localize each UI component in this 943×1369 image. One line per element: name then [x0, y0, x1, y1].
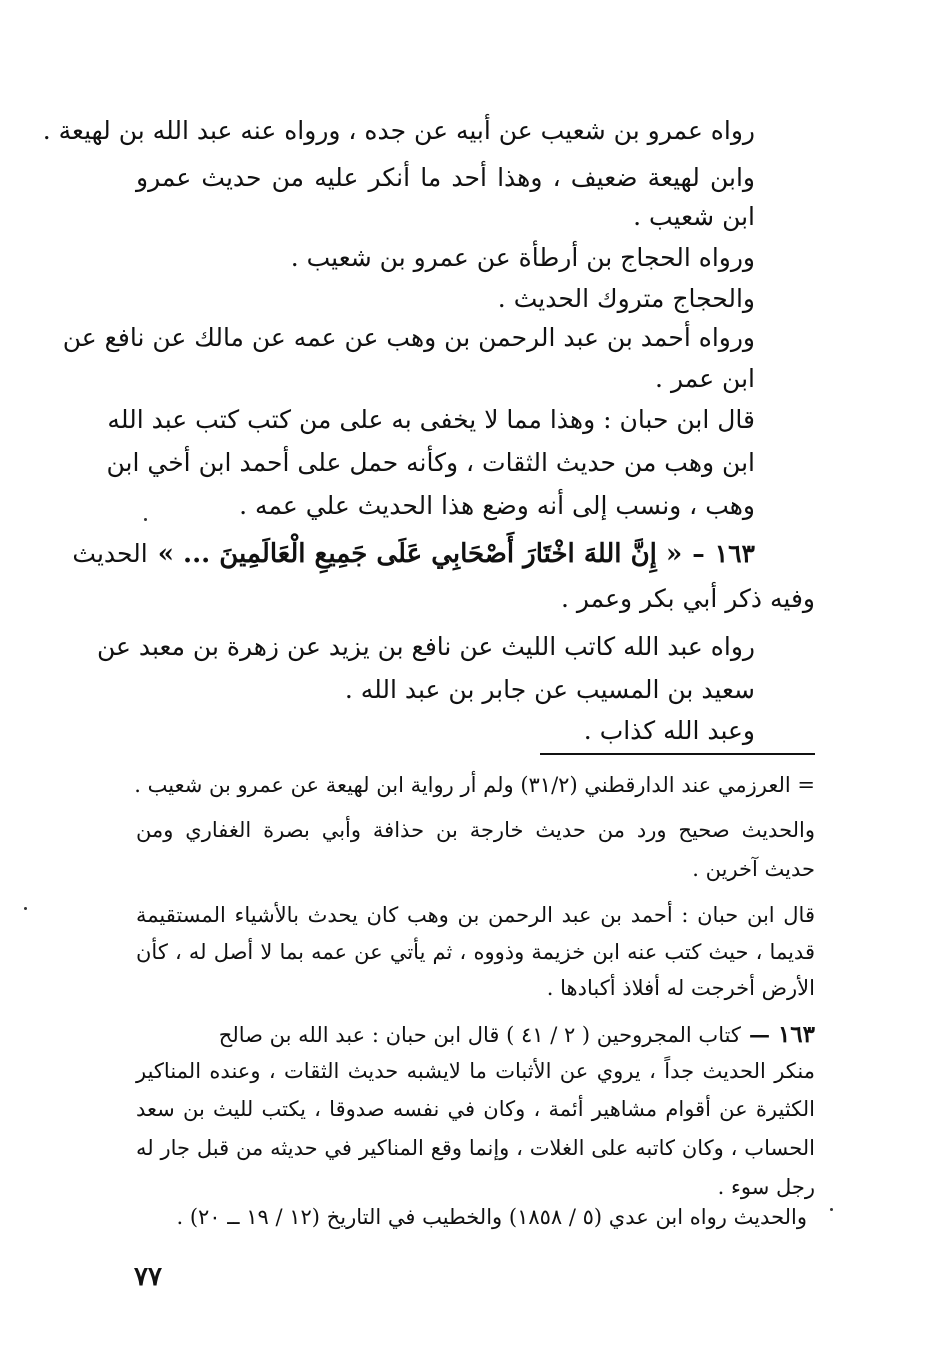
- page-number: ٧٧: [134, 1262, 162, 1292]
- hadith-text: « إِنَّ اللهَ اخْتَارَ أَصْحَابِي عَلَى جَمِيعِ الْعَالَمِينَ ... »: [157, 539, 683, 569]
- scan-speck: [144, 518, 147, 521]
- body-line-6: ورواه أحمد بن عبد الرحمن بن وهب عن عمه عن مالك عن نافع عن: [62, 323, 755, 352]
- entry-number: ١٦٣: [714, 539, 755, 568]
- note-163-line-3: الكثيرة عن أقوام مشاهير أئمة ، وكان في نفسه صدوقا ، يكتب لليث بن سعد: [136, 1097, 815, 1121]
- note-dash: —: [748, 1022, 770, 1047]
- footnote-line-3: حديث آخرين .: [692, 857, 815, 881]
- body-line-9: ابن وهب من حديث الثقات ، وكأنه حمل على أحمد ابن أخي ابن: [106, 448, 755, 477]
- body-line-10: وهب ، ونسب إلى أنه وضع هذا الحديث علي عمه .: [239, 491, 755, 520]
- footnote-line-5: قديما ، حيث كتب عنه ابن خزيمة وذووه ، ثم يأتي عن عمه بما لا أصل له ، كأن: [136, 940, 815, 964]
- body-line-4: ورواه الحجاج بن أرطأة عن عمرو بن شعيب .: [290, 243, 755, 272]
- entry-163-heading: [72, 537, 755, 571]
- entry-dash: –: [692, 539, 705, 568]
- note-first-line-text: كتاب المجروحين ( ٢ / ٤١ ) قال ابن حبان : عبد الله بن صالح: [218, 1023, 741, 1047]
- scan-speck: [830, 1208, 833, 1211]
- footnote-line-4: قال ابن حبان : أحمد بن عبد الرحمن بن وهب كان يحدث بالأشياء المستقيمة: [136, 903, 815, 927]
- note-163-first-line: [136, 1020, 815, 1050]
- footnote-line-6: الأرض أخرجت له أفلاذ أكبادها .: [546, 976, 815, 1000]
- body-line-1: رواه عمرو بن شعيب عن أبيه عن جده ، ورواه عنه عبد الله بن لهيعة .: [42, 116, 755, 145]
- note-163-line-4: الحساب ، وكان كاتبه على الغلات ، وإنما وقع المناكير في حديثه من قبل جار له: [136, 1136, 815, 1160]
- body-after-line-1: رواه عبد الله كاتب الليث عن نافع بن يزيد عن زهرة بن معبد عن: [96, 632, 755, 661]
- body-after-line-2: سعيد بن المسيب عن جابر بن عبد الله .: [344, 675, 755, 704]
- footnote-separator: [540, 753, 815, 755]
- note-163-line-2: منكر الحديث جداً ، يروي عن الأثبات ما لايشبه حديث الثقات ، وعنده المناكير: [136, 1059, 815, 1083]
- hadith-tail: الحديث: [72, 539, 148, 568]
- note-163-line-6: والحديث رواه ابن عدي (٥ / ١٨٥٨) والخطيب في التاريخ (١٢ / ١٩ ــ ٢٠) .: [176, 1205, 807, 1229]
- body-line-2: وابن لهيعة ضعيف ، وهذا أحد ما أنكر عليه من حديث عمرو: [136, 163, 755, 192]
- footnote-line-2: والحديث صحيح ورد من حديث خارجة بن حذافة وأبي بصرة الغفاري ومن: [136, 818, 815, 842]
- body-line-3: ابن شعيب .: [633, 202, 755, 231]
- body-line-7: ابن عمر .: [655, 364, 755, 393]
- note-163-line-5: رجل سوء .: [717, 1175, 815, 1199]
- body-line-8: قال ابن حبان : وهذا مما لا يخفى به على من كتب كتب عبد الله: [107, 405, 755, 434]
- footnote-line-1: = العرزمي عند الدارقطني (٣١/٢) ولم أر رواية ابن لهيعة عن عمرو بن شعيب .: [134, 773, 815, 797]
- body-line-5: والحجاج متروك الحديث .: [497, 284, 755, 313]
- entry-163-line-2: وفيه ذكر أبي بكر وعمر .: [560, 584, 815, 613]
- note-number: ١٦٣: [777, 1021, 815, 1048]
- body-after-line-3: وعبد الله كذاب .: [583, 716, 755, 745]
- scan-speck: [24, 907, 27, 910]
